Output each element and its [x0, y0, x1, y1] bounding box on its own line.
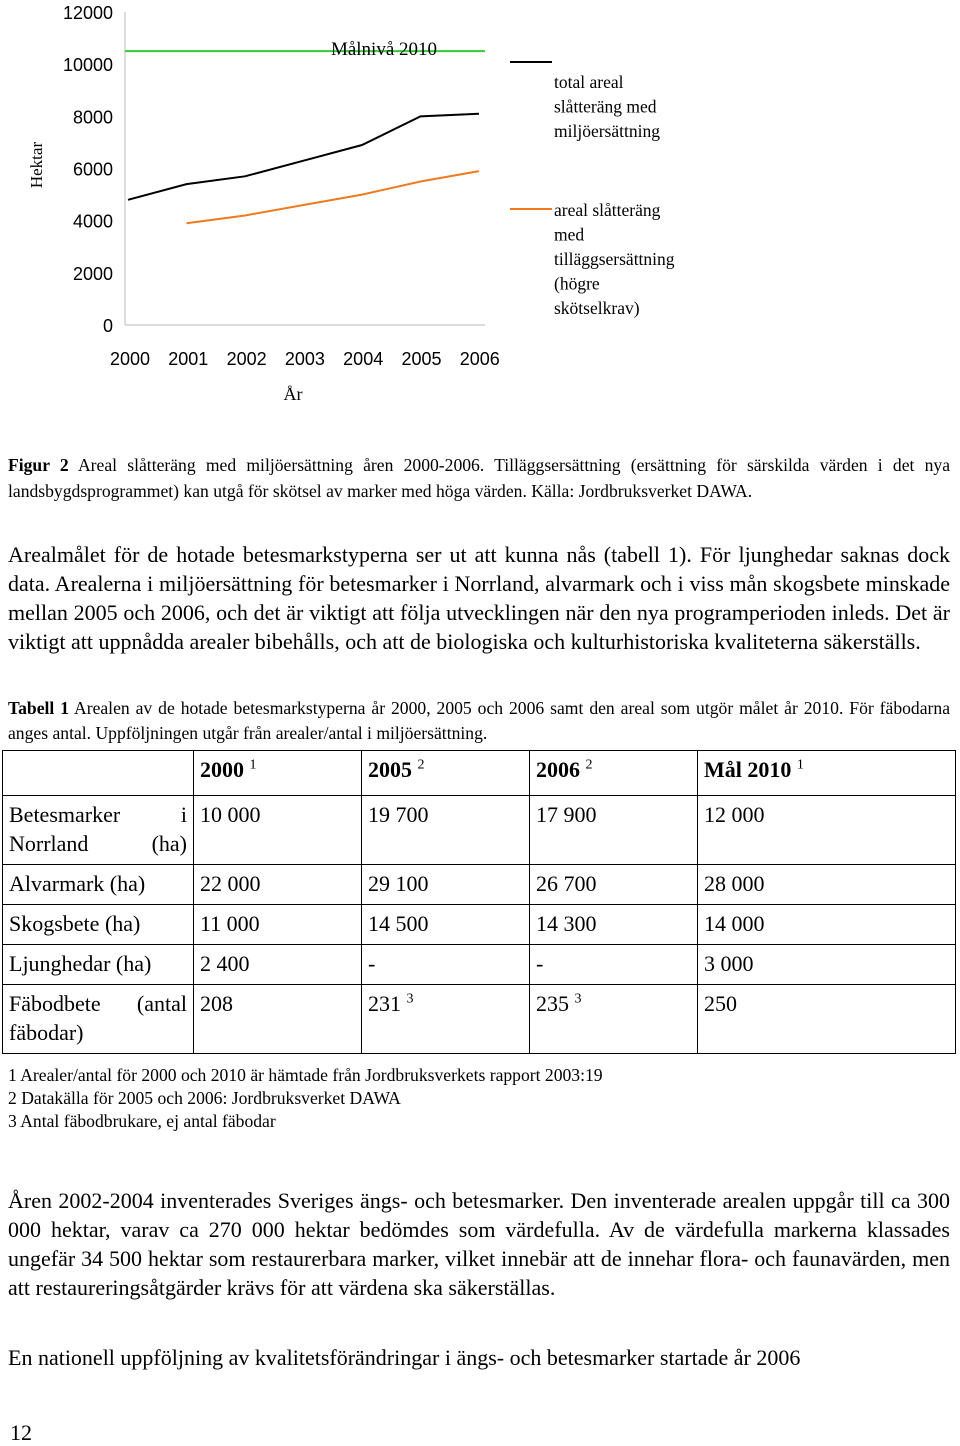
table-cell: [697, 985, 955, 1054]
table-row: [3, 945, 956, 985]
table-cell: [361, 865, 529, 905]
table-cell-value: 29 100: [367, 871, 429, 896]
y-tick-label: 8000: [72, 107, 113, 128]
table-header-footnote-mark: 2: [417, 757, 425, 773]
table-cell-value: 22 000: [200, 871, 261, 896]
table-cell-value: 14 300: [535, 911, 597, 936]
legend-label-line: med: [554, 224, 585, 245]
y-axis-title: Hektar: [27, 141, 46, 189]
table-header-label: Mål 2010: [703, 757, 792, 782]
legend-label-line: skötselkrav): [554, 298, 640, 318]
table-cell-value: 3 000: [703, 951, 754, 976]
table-cell-value: 19 700: [367, 802, 429, 827]
table-cell-value: 11 000: [200, 911, 260, 936]
table-cell-value: -: [535, 951, 544, 976]
table-header-footnote-mark: 1: [796, 757, 804, 773]
figure-caption-label: Figur 2: [8, 455, 69, 475]
table-cell: [361, 905, 529, 945]
body-paragraph-1: Arealmålet för de hotade betesmarkstyperna ser ut att kunna nås (tabell 1). För ljunghedar saknas dock data. Arealerna i miljöersättning för betesmarker i Norrland, alvarmark och i viss mån skogsbete minskade mellan 2005 och 2006, och det är viktigt att följa utvecklingen när den nya programperioden inleds. Det är viktigt att uppnådda arealer bibehålls, och att de biologiska och kulturhistoriska kvaliteterna säkerställs.: [8, 542, 950, 654]
body-paragraph-3: En nationell uppföljning av kvalitetsförändringar i ängs- och betesmarker startade år 2006: [8, 1345, 801, 1370]
table-cell: [361, 945, 529, 985]
table-header-footnote-mark: 2: [585, 757, 593, 773]
table-cell-value: 231: [367, 991, 401, 1016]
table-footnotes: [8, 1064, 603, 1133]
table-cell-value: 26 700: [535, 871, 597, 896]
table-cell: [529, 985, 697, 1054]
table-header-0: [194, 751, 362, 796]
table-cell: [194, 905, 362, 945]
figure-caption-text: Areal slåtteräng med miljöersättning åren 2000-2006. Tilläggsersättning (ersättning för särskilda värden i det nya landsbygdsprogrammet) kan utgå för skötsel av marker med höga värden. Källa: Jordbruksverket DAWA.: [8, 455, 951, 501]
table-row-label: Ljunghedar (ha): [3, 945, 194, 985]
table-cell: [697, 905, 955, 945]
x-tick-label: 2003: [284, 349, 325, 369]
target-label: Målnivå 2010: [330, 39, 438, 60]
x-tick-label: 2001: [168, 349, 209, 369]
legend-label-line: slåtteräng med: [554, 96, 657, 117]
table-cell: [361, 796, 529, 865]
table-cell-value: 12 000: [703, 802, 765, 827]
x-tick-label: 2000: [109, 349, 151, 369]
table-cell: [697, 865, 955, 905]
table-header-row: [3, 751, 956, 796]
legend-label-line: total areal: [554, 72, 624, 92]
footnote-2: 2 Datakälla för 2005 och 2006: Jordbruksverket DAWA: [8, 1088, 401, 1108]
x-axis-title: År: [283, 384, 303, 404]
page-number: 12: [10, 1420, 32, 1445]
table-header-empty: [3, 751, 194, 796]
table-row: [3, 985, 956, 1054]
table-cell-footnote-mark: 3: [574, 991, 582, 1007]
legend-label-1: [554, 72, 660, 141]
table-caption-text: Arealen av de hotade betesmarkstyperna år 2000, 2005 och 2006 samt den areal som utgör målet år 2010. För fäbodarna anges antal. Uppföljningen utgår från arealer/antal i miljöersättning.: [8, 698, 951, 743]
legend-label-line: areal slåtteräng: [554, 200, 661, 220]
footnote-3: 3 Antal fäbodbrukare, ej antal fäbodar: [8, 1111, 276, 1131]
table-cell: [194, 865, 362, 905]
table-header-3: [697, 751, 955, 796]
table-cell-value: 14 000: [703, 911, 765, 936]
table-cell-footnote-mark: 3: [406, 991, 414, 1007]
figure-caption: [8, 452, 950, 504]
grazing-area-table: [2, 750, 956, 1054]
table-cell-value: 14 500: [367, 911, 429, 936]
x-tick-label: 2005: [401, 349, 442, 369]
table-header-2: [529, 751, 697, 796]
y-tick-label: 12000: [62, 3, 113, 23]
y-tick-label: 6000: [72, 159, 113, 180]
table-cell-value: 2 400: [200, 951, 250, 976]
table-cell-value: 28 000: [703, 871, 765, 896]
table-cell-value: 17 900: [535, 802, 597, 827]
table-cell: [194, 796, 362, 865]
table-header-label: 2006: [535, 757, 580, 782]
chart-legend: [510, 62, 675, 318]
x-tick-label: 2006: [459, 349, 500, 369]
table-cell: [697, 945, 955, 985]
table-caption-label: Tabell 1: [8, 698, 70, 718]
table-header-1: [361, 751, 529, 796]
x-tick-label: 2004: [343, 349, 384, 369]
y-tick-label: 0: [102, 316, 113, 336]
table-cell: [529, 945, 697, 985]
chart-labels: [27, 3, 500, 404]
table-cell-value: 235: [535, 991, 569, 1016]
y-tick-label: 2000: [72, 263, 113, 284]
table-cell-value: -: [367, 951, 376, 976]
table-row-label: Alvarmark (ha): [3, 865, 194, 905]
table-row-label: Fäbodbete (antal fäbodar): [3, 985, 194, 1054]
line-chart: [0, 0, 720, 420]
table-caption: [8, 696, 950, 746]
table-cell: [194, 945, 362, 985]
table-row-label: Skogsbete (ha): [3, 905, 194, 945]
table-cell: [529, 905, 697, 945]
table-cell: [529, 865, 697, 905]
table-cell: [194, 985, 362, 1054]
table-cell-value: 208: [200, 991, 233, 1016]
legend-label-line: (högre: [554, 273, 600, 294]
table-cell: [529, 796, 697, 865]
y-tick-label: 4000: [72, 211, 113, 232]
table-cell: [361, 985, 529, 1054]
table-cell-value: 10 000: [200, 802, 261, 827]
legend-label-line: miljöersättning: [554, 121, 660, 141]
body-paragraph-2: Åren 2002-2004 inventerades Sveriges ängs- och betesmarker. Den inventerade arealen uppgår till ca 300 000 hektar, varav ca 270 000 hektar bedömdes som värdefulla. Av de värdefulla markerna klassades ungefär 34 500 hektar som restaurerbara marker, vilket innebär att de innehar flora- och faunavärden, men att restaureringsåtgärder krävs för att värdena ska säkerställas.: [8, 1188, 950, 1300]
series-line-1: [128, 114, 479, 200]
footnote-1: 1 Arealer/antal för 2000 och 2010 är hämtade från Jordbruksverkets rapport 2003:19: [8, 1065, 603, 1085]
table-cell: [697, 796, 955, 865]
x-tick-label: 2002: [226, 349, 267, 369]
table-row: [3, 796, 956, 865]
y-tick-label: 10000: [62, 55, 113, 76]
chart-series: [125, 51, 485, 223]
table-row-label: Betesmarker i Norrland (ha): [3, 796, 194, 865]
table-body: [3, 751, 956, 1054]
table-row: [3, 865, 956, 905]
table-header-label: 2005: [367, 757, 412, 782]
table-cell-value: 250: [703, 991, 737, 1016]
table-row: [3, 905, 956, 945]
legend-label-2: [554, 200, 675, 318]
table-header-label: 2000: [200, 757, 244, 782]
legend-label-line: tilläggsersättning: [554, 249, 675, 269]
table-header-footnote-mark: 1: [249, 757, 257, 773]
